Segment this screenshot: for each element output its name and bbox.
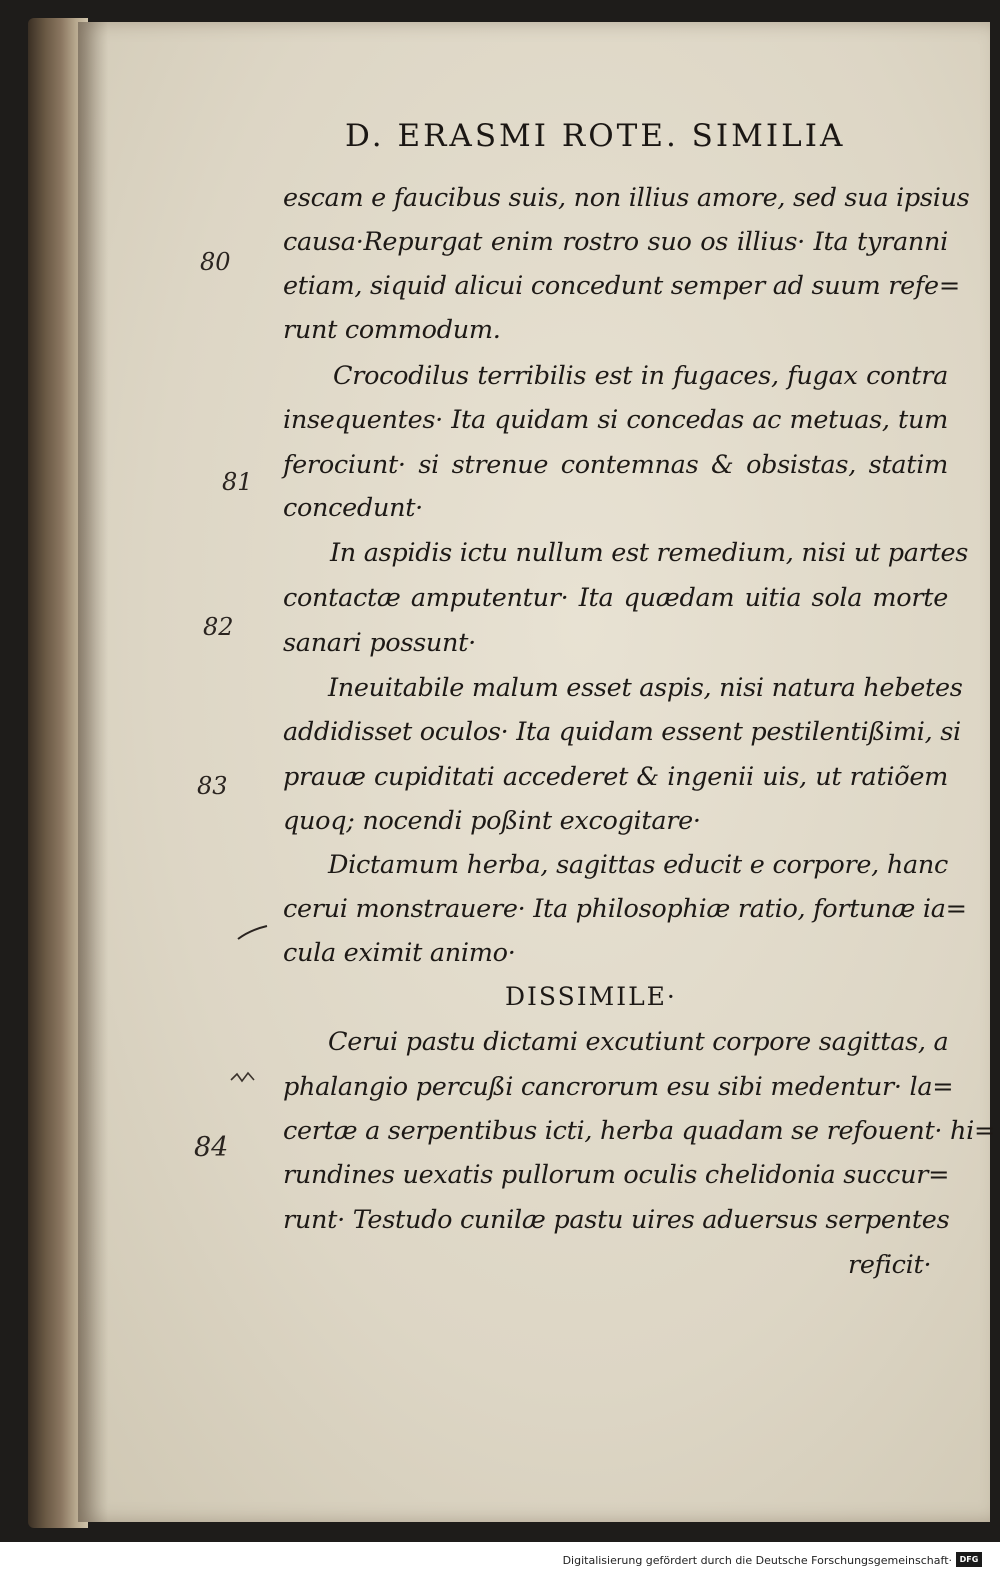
text-line: reficit· (848, 1250, 932, 1280)
dfg-logo: DFG (956, 1552, 982, 1567)
text-line: In aspidis ictu nullum est remedium, nisi ut partes (330, 538, 969, 568)
text-line: Cerui pastu dictami excutiunt corpore sagittas, a (328, 1027, 949, 1057)
text-line: sanari possunt· (283, 628, 476, 658)
text-line: ferociunt· si strenue contemnas & obsistas, statim (283, 450, 948, 480)
text-line: runt· Testudo cunilæ pastu uires aduersus serpentes (283, 1205, 950, 1235)
text-line: prauæ cupiditati accederet & ingenii uis, ut ratiõem (283, 762, 948, 792)
margin-note: 82 (203, 613, 234, 641)
text-line: contactæ amputentur· Ita quædam uitia sola morte (283, 583, 948, 613)
text-line: certæ a serpentibus icti, herba quadam se refouent· hi= (283, 1116, 996, 1146)
text-line: phalangio percußi cancrorum esu sibi medentur· la= (283, 1072, 954, 1102)
text-line: cerui monstrauere· Ita philosophiæ ratio, fortunæ ia= (283, 894, 967, 924)
running-title: D. ERASMI ROTE. SIMILIA (345, 118, 846, 154)
margin-note: 83 (197, 772, 228, 800)
margin-squiggle-mark (228, 1068, 264, 1090)
margin-note: 81 (222, 468, 253, 496)
text-line: causa·Repurgat enim rostro suo os illius· Ita tyranni (283, 227, 948, 257)
text-line: Ineuitabile malum esset aspis, nisi natura hebetes (328, 673, 963, 703)
text-line: runt commodum. (283, 315, 501, 345)
section-heading: DISSIMILE· (505, 982, 677, 1011)
gutter-shadow (78, 22, 108, 1522)
margin-note: 80 (200, 248, 231, 276)
text-line: Crocodilus terribilis est in fugaces, fugax contra (333, 361, 948, 391)
margin-note: 84 (194, 1132, 229, 1163)
text-line: etiam, siquid alicui concedunt semper ad suum refe= (283, 271, 960, 301)
text-line: rundines uexatis pullorum oculis chelidonia succur= (283, 1160, 950, 1190)
text-line: quoq; nocendi poßint excogitare· (283, 806, 701, 836)
text-line: insequentes· Ita quidam si concedas ac metuas, tum (283, 405, 948, 435)
text-line: concedunt· (283, 493, 423, 523)
digitization-credit: Digitalisierung gefördert durch die Deutsche Forschungsgemeinschaft· (562, 1554, 952, 1567)
margin-dash-mark (235, 922, 271, 942)
text-line: cula eximit animo· (283, 938, 516, 968)
text-line: Dictamum herba, sagittas educit e corpore, hanc (328, 850, 948, 880)
text-line: escam e faucibus suis, non illius amore, sed sua ipsius (283, 183, 970, 213)
text-line: addidisset oculos· Ita quidam essent pestilentißimi, si (283, 717, 961, 747)
